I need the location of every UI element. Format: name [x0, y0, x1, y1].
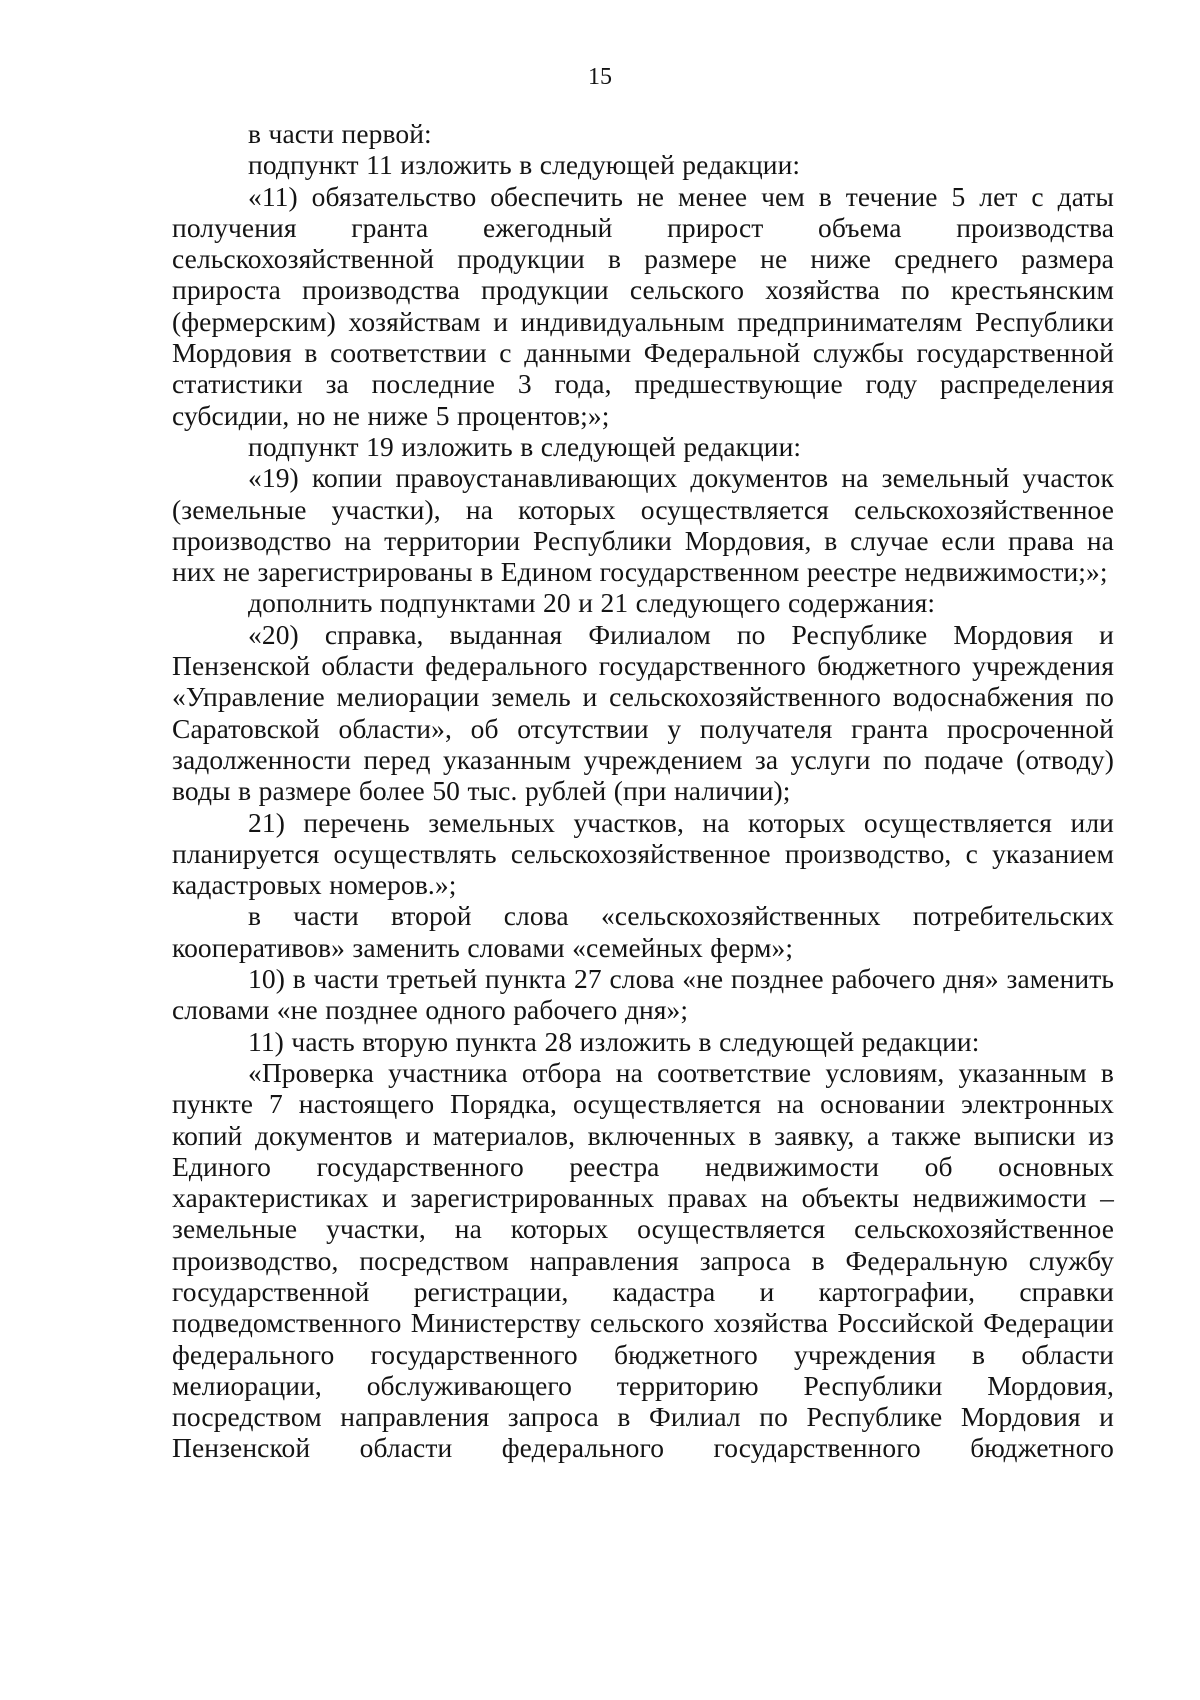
paragraph-subitem-11-instruction: подпункт 11 изложить в следующей редакции: [248, 149, 801, 181]
paragraph-subitem-19-instruction: подпункт 19 изложить в следующей редакции: [248, 430, 802, 462]
paragraph-part-one-heading: в части первой: [248, 118, 432, 149]
paragraph-subitem-21-text: 21) перечень земельных участков, на которых осуществляется или планируется осуществлять сельскохозяйственное производство, с указанием кадастровых номеров.»; [172, 806, 1114, 901]
paragraph-subitem-20-text: «20) справка, выданная Филиалом по Республике Мордовия и Пензенской области федерального государственного бюджетного учреждения «Управление мелиорации земель и сельскохозяйственного водоснабжения по Саратовской области», об отсутствии у получателя гранта просроченной задолженности перед указанным учреждением за услуги по подаче (отводу) воды в размере более 50 тыс. рублей (при наличии); [172, 618, 1114, 807]
paragraph-subitem-19-text: «19) копии правоустанавливающих документов на земельный участок (земельные участки), на которых осуществляется сельскохозяйственное производство на территории Республики Мордовия, в случае если права на них не зарегистрированы в Едином государственном реестре недвижимости;»; [172, 462, 1114, 588]
paragraph-item-28-text: «Проверка участника отбора на соответствие условиям, указанным в пункте 7 настоящего Порядка, осуществляется на основании электронных копий документов и материалов, включенных в заявку, а также выписки из Единого государственного реестра недвижимости об основных характеристиках и зарегистрированных правах на объекты недвижимости – земельные участки, на которых осуществляется сельскохозяйственное производство, посредством направления запроса в Федеральную службу государственной регистрации, кадастра и картографии, справки подведомственного Министерству сельского хозяйства Российской Федерации федерального государственного бюджетного учреждения в области мелиорации, обслуживающего территорию Республики Мордовия, посредством направления запроса в Филиал по Республике Мордовия и Пензенской области федерального государственного бюджетного [172, 1056, 1114, 1464]
paragraph-part-two-amendment: в части второй слова «сельскохозяйственных потребительских кооперативов» заменить словами «семейных ферм»; [172, 900, 1114, 963]
document-body [172, 118, 1114, 1464]
paragraph-item-10-amendment: 10) в части третьей пункта 27 слова «не позднее рабочего дня» заменить словами «не позднее одного рабочего дня»; [172, 963, 1114, 1026]
page-number: 15 [588, 64, 612, 90]
paragraph-add-subitems-instruction: дополнить подпунктами 20 и 21 следующего содержания: [248, 587, 936, 619]
paragraph-item-11-instruction: 11) часть вторую пункта 28 изложить в следующей редакции: [248, 1025, 980, 1057]
paragraph-subitem-11-text: «11) обязательство обеспечить не менее чем в течение 5 лет с даты получения гранта ежегодный прирост объема производства сельскохозяйственной продукции в размере не ниже среднего размера прироста производства продукции сельского хозяйства по крестьянским (фермерским) хозяйствам и индивидуальным предпринимателям Республики Мордовия в соответствии с данными Федеральной службы государственной статистики за последние 3 года, предшествующие году распределения субсидии, но не ниже 5 процентов;»; [172, 180, 1114, 431]
